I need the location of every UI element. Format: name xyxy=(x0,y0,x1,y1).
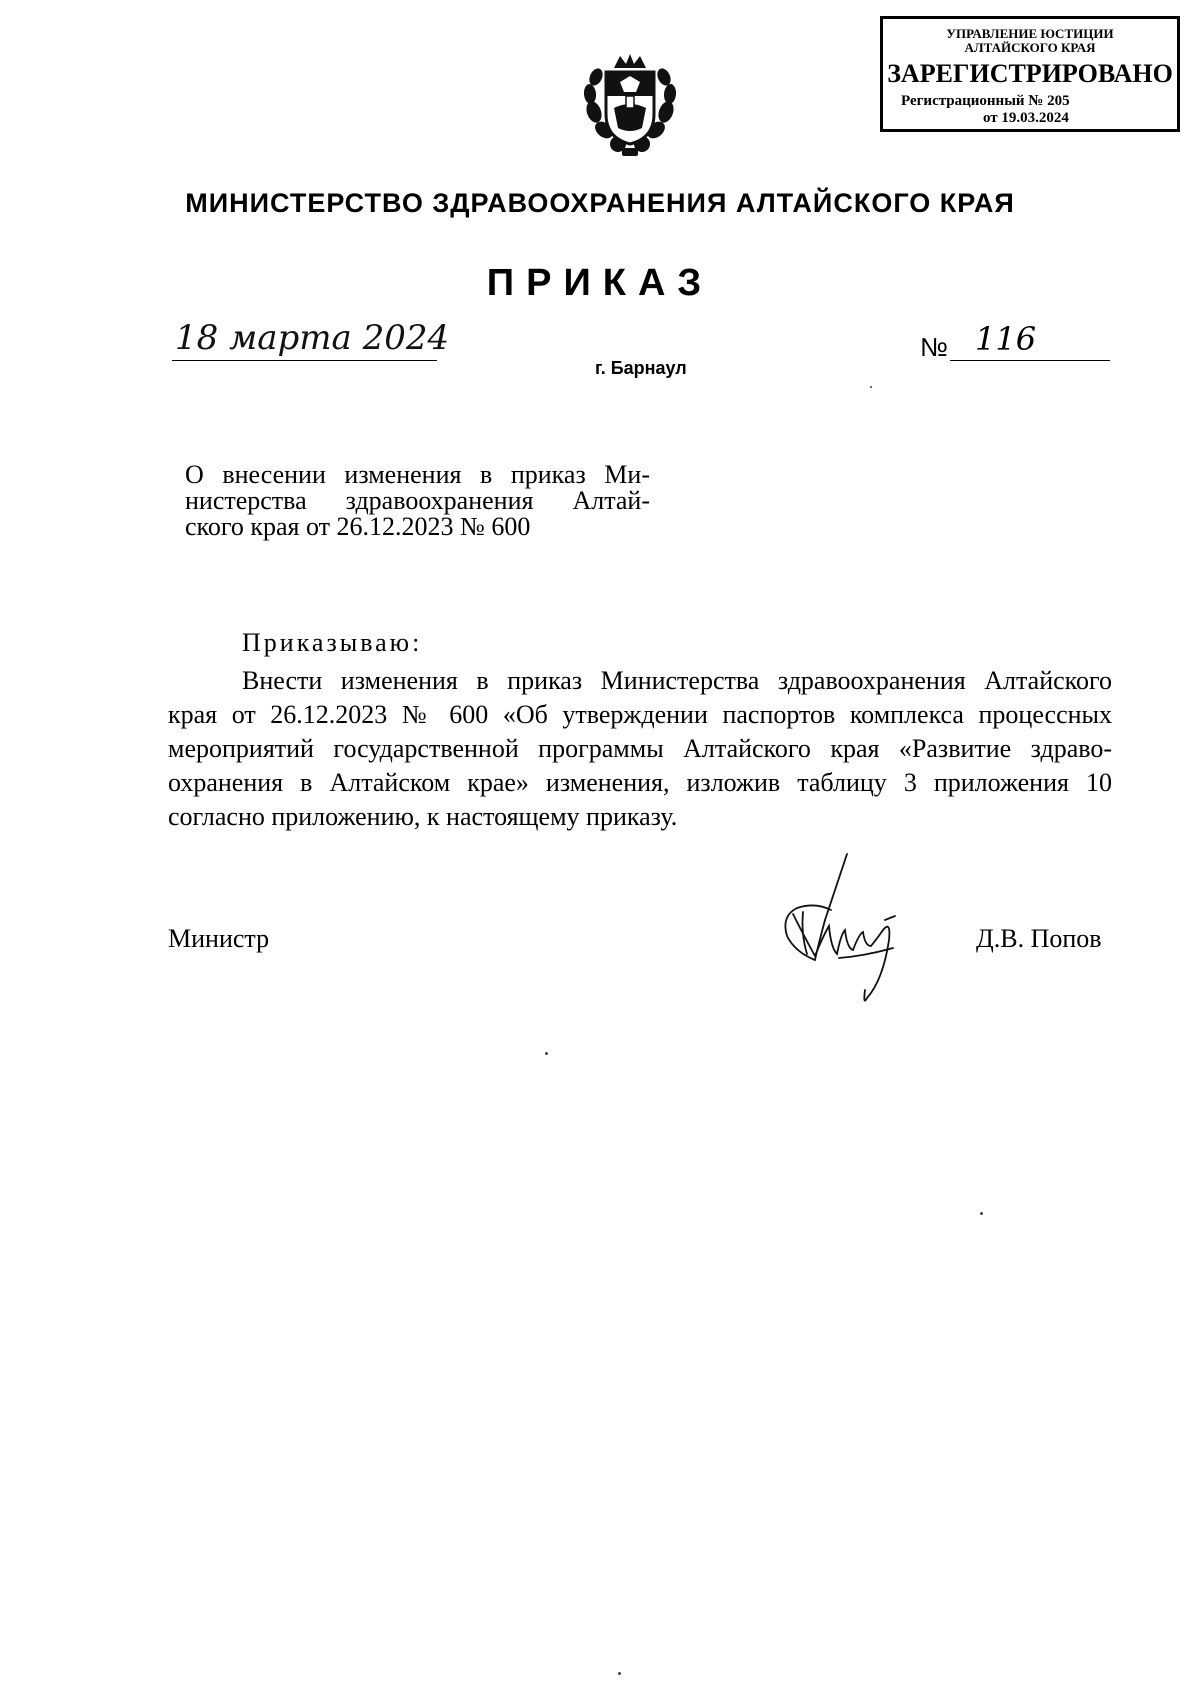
number-underline xyxy=(950,360,1110,361)
document-type: ПРИКАЗ xyxy=(486,262,714,304)
stamp-line-1: УПРАВЛЕНИЕ ЮСТИЦИИ xyxy=(946,26,1114,41)
stamp-reg-number: Регистрационный № 205 xyxy=(901,93,1070,109)
date-underline xyxy=(172,360,437,361)
body-line: мероприятий государственной программы Алтайского края «Развитие здраво- xyxy=(168,734,1112,763)
handwritten-signature xyxy=(775,850,925,1010)
coat-of-arms-icon xyxy=(580,52,680,162)
body-line: охранения в Алтайском крае» изменения, изложив таблицу 3 приложения 10 xyxy=(168,768,1112,797)
scan-speck xyxy=(545,1052,548,1055)
city: г. Барнаул xyxy=(595,358,687,378)
body-line: согласно приложению, к настоящему приказу. xyxy=(168,802,678,831)
order-number-label: № xyxy=(920,332,948,362)
scan-speck xyxy=(618,1672,621,1675)
registration-stamp xyxy=(880,16,1180,132)
body-line: Внести изменения в приказ Министерства здравоохранения Алтайского xyxy=(242,666,1112,695)
signer-position: Министр xyxy=(168,924,270,953)
scan-speck xyxy=(870,386,872,388)
order-subject xyxy=(185,462,650,540)
command-word: Приказываю: xyxy=(242,628,423,657)
scan-speck xyxy=(980,1212,983,1215)
stamp-line-2: АЛТАЙСКОГО КРАЯ xyxy=(964,40,1096,55)
body-line: края от 26.12.2023 № 600 «Об утверждении паспортов комплекса процессных xyxy=(168,700,1112,729)
order-body xyxy=(168,664,1112,834)
order-date: 18 марта 2024 xyxy=(175,318,450,358)
order-number: 116 xyxy=(975,320,1037,358)
stamp-reg-date: от 19.03.2024 xyxy=(983,110,1069,126)
ministry-title: МИНИСТЕРСТВО ЗДРАВООХРАНЕНИЯ АЛТАЙСКОГО КРАЯ xyxy=(185,188,1015,218)
subject-line: ского края от 26.12.2023 № 600 xyxy=(185,512,531,541)
subject-line: О внесении изменения в приказ Ми- xyxy=(185,460,650,489)
signer-name: Д.В. Попов xyxy=(976,924,1102,953)
subject-line: нистерства здравоохранения Алтай- xyxy=(185,486,650,515)
stamp-status: ЗАРЕГИСТРИРОВАНО xyxy=(887,59,1173,88)
